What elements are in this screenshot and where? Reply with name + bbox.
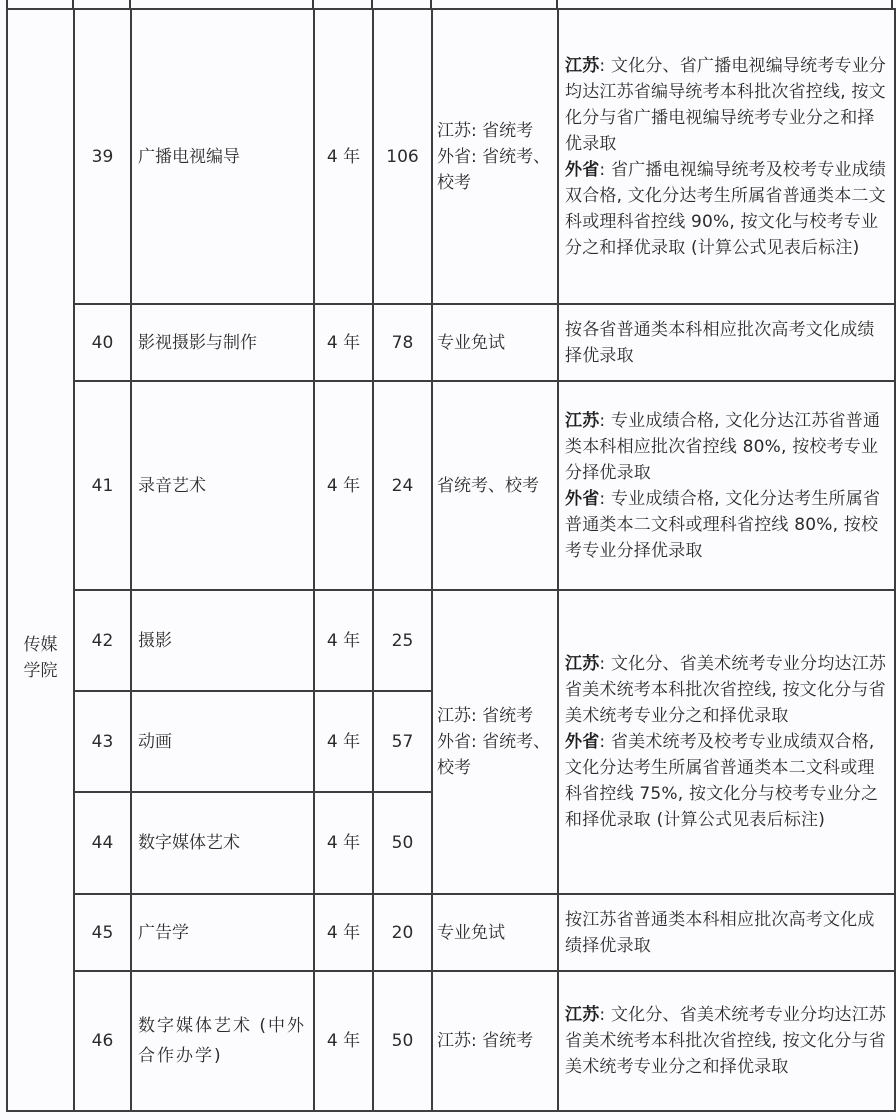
border-tick (891, 0, 893, 8)
border-tick (371, 0, 373, 8)
rule-cell-merged (558, 590, 895, 894)
years-cell: 4 年 (314, 590, 373, 691)
border-tick (129, 0, 131, 8)
major-cell: 动画 (131, 691, 314, 792)
rule-label-other-provinces: 外省 (565, 488, 600, 509)
years-cell: 4 年 (314, 894, 373, 971)
exam-cell (432, 894, 558, 971)
exam-cell (432, 381, 558, 590)
years-cell: 4 年 (314, 691, 373, 792)
seq-cell: 45 (74, 894, 131, 971)
rule-text: : 专业成绩合格, 文化分达考生所属省普通类本二文科或理科省控线 80%, 按校考专业分择优录取 (565, 488, 881, 561)
table-row (7, 381, 895, 590)
major-cell: 广播电视编导 (131, 9, 314, 304)
quota-cell: 50 (373, 792, 432, 894)
border-tick (430, 0, 432, 8)
exam-line: 江苏: 省统考 (437, 706, 534, 726)
rule-text: : 专业成绩合格, 文化分达江苏省普通类本科相应批次省控线 80%, 按校考专业分择优录取 (565, 410, 881, 483)
years-cell: 4 年 (314, 9, 373, 304)
quota-cell: 57 (373, 691, 432, 792)
seq-cell: 39 (74, 9, 131, 304)
table-row (7, 9, 895, 304)
years-cell: 4 年 (314, 971, 373, 1111)
college-cell (7, 9, 74, 1111)
exam-cell (432, 9, 558, 304)
border-tick (72, 0, 74, 8)
seq-cell: 43 (74, 691, 131, 792)
college-name-line2: 学院 (23, 661, 58, 681)
years-cell: 4 年 (314, 792, 373, 894)
exam-line: 专业免试 (437, 922, 505, 943)
exam-line: 外省: 省统考、 (437, 146, 551, 167)
major-cell: 广告学 (131, 894, 314, 971)
rule-cell (558, 381, 895, 590)
rule-text: : 省美术统考及校考专业成绩双合格, 文化分达考生所属省普通类本二文科或理科省控线 75%, 按文化分与校考专业分之和择优录取 (计算公式见表后标注) (565, 732, 879, 830)
admissions-table (6, 8, 896, 1112)
seq-cell: 42 (74, 590, 131, 691)
seq-cell: 40 (74, 304, 131, 381)
major-cell: 摄影 (131, 590, 314, 691)
rule-text: 按各省普通类本科相应批次高考文化成绩择优录取 (565, 319, 875, 366)
quota-cell: 50 (373, 971, 432, 1111)
exam-cell (432, 971, 558, 1111)
rule-cell (558, 304, 895, 381)
rule-cell (558, 894, 895, 971)
border-tick (6, 0, 8, 8)
rule-label-jiangsu: 江苏 (565, 55, 600, 76)
table-row (7, 590, 895, 691)
rule-text: : 文化分、省美术统考专业分均达江苏省美术统考本科批次省控线, 按文化分与省美术统考专业分之和择优录取 (565, 1005, 887, 1077)
rule-label-jiangsu: 江苏 (565, 654, 600, 674)
major-cell: 数字媒体艺术 (131, 792, 314, 894)
rule-label-other-provinces: 外省 (565, 159, 600, 180)
table-row (7, 971, 895, 1111)
exam-line: 校考 (437, 172, 471, 193)
rule-text: : 文化分、省广播电视编导统考专业分均达江苏省编导统考本科批次省控线, 按文化分与省广播电视编导统考专业分之和择优录取 (565, 55, 887, 154)
rule-cell (558, 971, 895, 1111)
exam-cell-merged (432, 590, 558, 894)
previous-row-edge (6, 0, 893, 8)
border-tick (556, 0, 558, 8)
rule-text: : 省广播电视编导统考及校考专业成绩双合格, 文化分达考生所属省普通类本二文科或理科省控线 90%, 按文化与校考专业分之和择优录取 (计算公式见表后标注) (565, 159, 887, 258)
quota-cell: 106 (373, 9, 432, 304)
exam-line: 校考 (437, 758, 471, 778)
rule-text: : 文化分、省美术统考专业分均达江苏省美术统考本科批次省控线, 按文化分与省美术统考专业分之和择优录取 (565, 654, 887, 726)
quota-cell: 24 (373, 381, 432, 590)
exam-cell (432, 304, 558, 381)
rule-label-other-provinces: 外省 (565, 732, 600, 752)
major-cell: 数字媒体艺术 (中外合作办学) (131, 971, 314, 1111)
rule-label-jiangsu: 江苏 (565, 1005, 600, 1025)
years-cell: 4 年 (314, 381, 373, 590)
exam-line: 省统考、校考 (437, 475, 539, 496)
major-cell: 录音艺术 (131, 381, 314, 590)
seq-cell: 41 (74, 381, 131, 590)
border-tick (312, 0, 314, 8)
seq-cell: 44 (74, 792, 131, 894)
quota-cell: 78 (373, 304, 432, 381)
major-cell: 影视摄影与制作 (131, 304, 314, 381)
college-name-line1: 传媒 (23, 635, 58, 655)
years-cell: 4 年 (314, 304, 373, 381)
table-row (7, 894, 895, 971)
exam-line: 外省: 省统考、 (437, 732, 551, 752)
exam-line: 江苏: 省统考 (437, 120, 534, 141)
rule-text: 按江苏省普通类本科相应批次高考文化成绩择优录取 (565, 909, 875, 956)
exam-line: 专业免试 (437, 332, 505, 353)
seq-cell: 46 (74, 971, 131, 1111)
table-row (7, 304, 895, 381)
rule-cell (558, 9, 895, 304)
quota-cell: 25 (373, 590, 432, 691)
quota-cell: 20 (373, 894, 432, 971)
exam-line: 江苏: 省统考 (437, 1031, 534, 1051)
rule-label-jiangsu: 江苏 (565, 410, 600, 431)
